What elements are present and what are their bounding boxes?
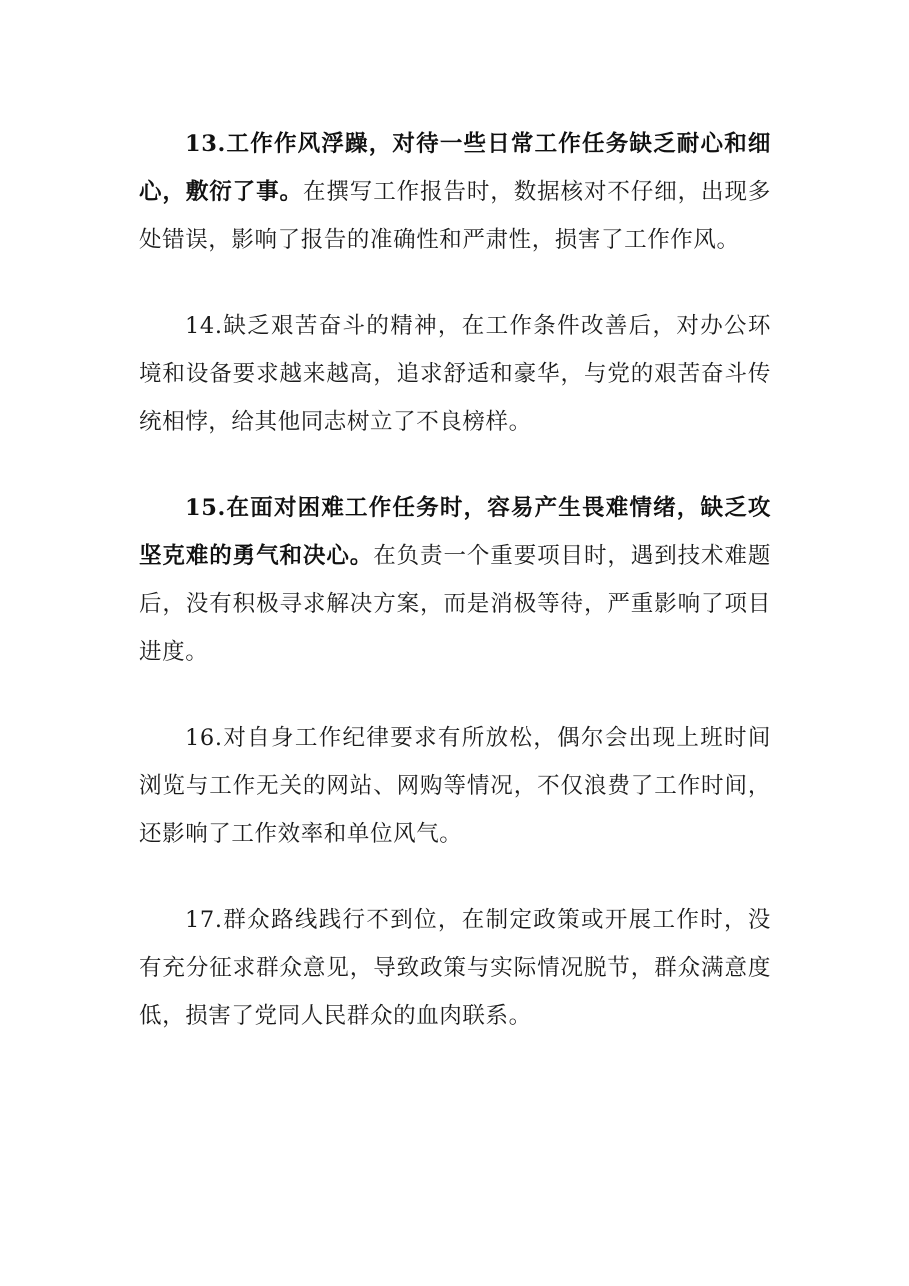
paragraph-17-text: 17.群众路线践行不到位，在制定政策或开展工作时，没有充分征求群众意见，导致政策与实际情况脱节，群众满意度低，损害了党同人民群众的血肉联系。 <box>139 907 771 1029</box>
paragraph-13-lead: 13.工作作风浮躁，对待一些日常工作任务缺乏耐心和细心，敷衍了事。 <box>139 131 771 205</box>
paragraph-16-text: 16.对自身工作纪律要求有所放松，偶尔会出现上班时间浏览与工作无关的网站、网购等情况，不仅浪费了工作时间，还影响了工作效率和单位风气。 <box>139 725 771 847</box>
paragraph-13 <box>139 120 771 264</box>
paragraph-15-text: 在负责一个重要项目时，遇到技术难题后，没有积极寻求解决方案，而是消极等待，严重影响了项目进度。 <box>139 543 771 665</box>
paragraph-14-text: 14.缺乏艰苦奋斗的精神，在工作条件改善后，对办公环境和设备要求越来越高，追求舒适和豪华，与党的艰苦奋斗传统相悖，给其他同志树立了不良榜样。 <box>139 313 771 435</box>
paragraph-13-text: 在撰写工作报告时，数据核对不仔细，出现多处错误，影响了报告的准确性和严肃性，损害了工作作风。 <box>139 179 771 253</box>
paragraph-15 <box>139 484 771 676</box>
paragraph-14 <box>139 302 771 446</box>
paragraph-16 <box>139 714 771 858</box>
document-body <box>139 120 771 1040</box>
paragraph-15-lead: 15.在面对困难工作任务时，容易产生畏难情绪，缺乏攻坚克难的勇气和决心。 <box>139 495 771 569</box>
paragraph-17 <box>139 896 771 1040</box>
